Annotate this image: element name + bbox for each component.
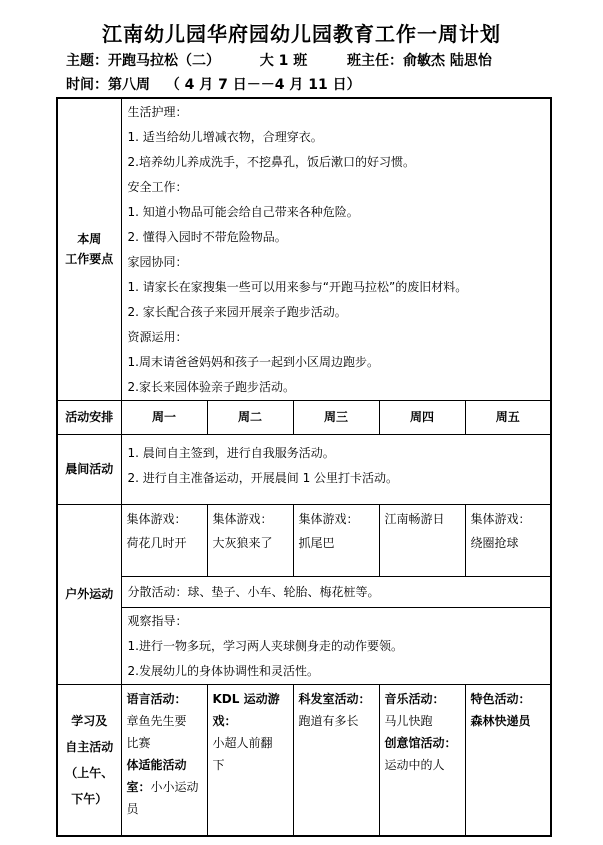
goals-content	[121, 98, 551, 401]
morning-line: 1. 晨间自主签到，进行自我服务活动。	[127, 446, 335, 460]
plan-table	[56, 97, 552, 837]
game-thu: 江南畅游日	[379, 505, 465, 577]
goal-line: 2. 家长配合孩子来园开展亲子跑步活动。	[127, 305, 347, 319]
day-tue: 周二	[207, 401, 293, 435]
goal-line: 2.家长来园体验亲子跑步活动。	[127, 380, 295, 394]
observe-content: 观察指导： 1.进行一物多玩，学习两人夹球侧身走的动作要领。 2.发展幼儿的身体协调性和灵活性。	[121, 608, 551, 685]
goal-line: 1. 适当给幼儿增减衣物，合理穿衣。	[127, 130, 323, 144]
goal-line: 家园协同：	[127, 255, 188, 269]
goal-line: 1.周末请爸爸妈妈和孩子一起到小区周边跑步。	[127, 355, 379, 369]
learning-row	[57, 685, 551, 836]
learning-fri: 特色活动： 森林快递员	[465, 685, 551, 836]
goal-line: 1. 知道小物品可能会给自己带来各种危险。	[127, 205, 359, 219]
theme-label: 主题：	[66, 53, 108, 69]
day-mon: 周一	[121, 401, 207, 435]
day-thu: 周四	[379, 401, 465, 435]
morning-content	[121, 435, 551, 505]
goal-line: 资源运用：	[127, 330, 188, 344]
theme-value: 开跑马拉松（二）	[108, 53, 220, 69]
goals-label: 本周 工作要点	[57, 98, 121, 401]
class-name: 大 1 班	[259, 53, 308, 69]
schedule-row	[57, 401, 551, 435]
goal-line: 2.培养幼儿养成洗手，不挖鼻孔，饭后漱口的好习惯。	[127, 155, 415, 169]
learning-tue: KDL 运动游 戏： 小超人前翻 下	[207, 685, 293, 836]
outdoor-label: 户外运动	[57, 505, 121, 685]
teacher-label: 班主任：	[347, 53, 403, 69]
theme-row	[66, 50, 492, 70]
day-wed: 周三	[293, 401, 379, 435]
page-title: 江南幼儿园华府园幼儿园教育工作一周计划	[102, 22, 501, 46]
goal-line: 2. 懂得入园时不带危险物品。	[127, 230, 287, 244]
schedule-label: 活动安排	[57, 401, 121, 435]
time-label: 时间：	[66, 77, 108, 93]
game-fri: 集体游戏： 绕圈抢球	[465, 505, 551, 577]
learning-thu: 音乐活动： 马儿快跑 创意馆活动： 运动中的人	[379, 685, 465, 836]
learning-wed: 科发室活动： 跑道有多长	[293, 685, 379, 836]
outdoor-observe-row	[57, 608, 551, 685]
goal-line: 生活护理：	[127, 105, 188, 119]
time-row	[66, 74, 361, 94]
learning-mon: 语言活动： 章鱼先生要 比赛 体适能活动 室：小小运动 员	[121, 685, 207, 836]
goal-line: 1. 请家长在家搜集一些可以用来参与“开跑马拉松”的废旧材料。	[127, 280, 468, 294]
goal-line: 安全工作：	[127, 180, 188, 194]
teacher-names: 俞敏杰 陆思怡	[403, 53, 492, 69]
day-fri: 周五	[465, 401, 551, 435]
week-number: 第八周	[108, 77, 150, 93]
game-mon: 集体游戏： 荷花几时开	[121, 505, 207, 577]
game-wed: 集体游戏： 抓尾巴	[293, 505, 379, 577]
goals-row	[57, 98, 551, 401]
scattered-activities: 分散活动：球、垫子、小车、轮胎、梅花桩等。	[121, 577, 551, 608]
date-range: （ 4 月 7 日－－4 月 11 日）	[165, 77, 361, 93]
morning-row	[57, 435, 551, 505]
outdoor-scattered-row	[57, 577, 551, 608]
outdoor-games-row	[57, 505, 551, 577]
morning-label: 晨间活动	[57, 435, 121, 505]
game-tue: 集体游戏： 大灰狼来了	[207, 505, 293, 577]
learning-label: 学习及 自主活动 （上午、 下午）	[57, 685, 121, 836]
morning-line: 2. 进行自主准备运动，开展晨间 1 公里打卡活动。	[127, 471, 399, 485]
